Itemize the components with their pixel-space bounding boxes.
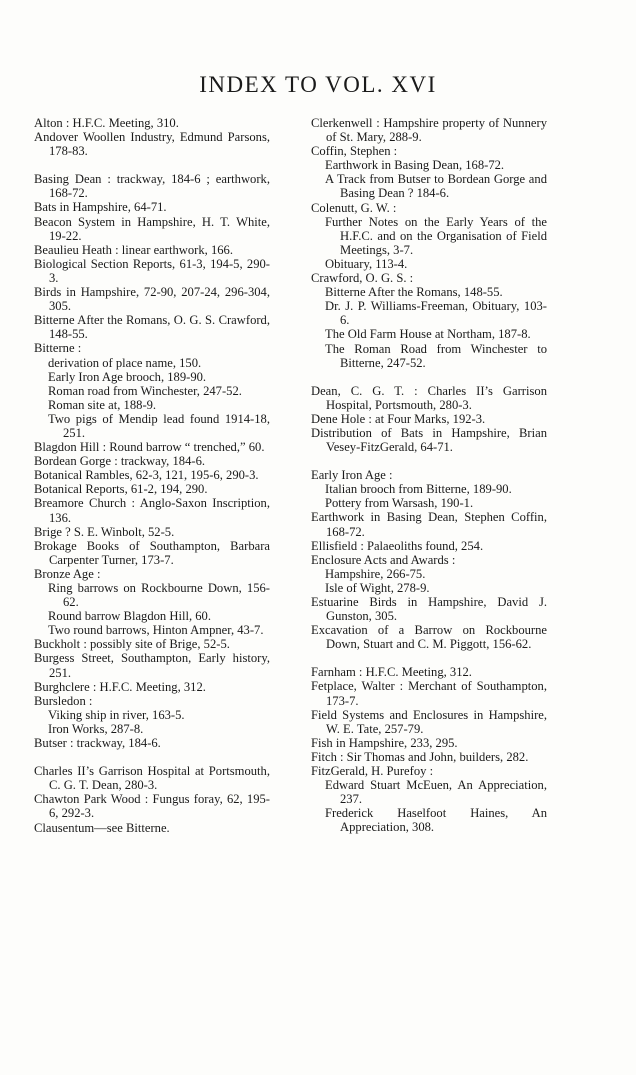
page-title: INDEX TO VOL. XVI: [199, 72, 437, 97]
index-sub-entry: The Roman Road from Winchester to Bitterne, 247-52.: [325, 341, 547, 370]
index-heading-entry: Bats in Hampshire, 64-71.: [34, 200, 167, 215]
index-heading-entry: Botanical Rambles, 62-3, 121, 195-6, 290-3.: [34, 468, 259, 483]
index-heading-entry: Burghclere : H.F.C. Meeting, 312.: [34, 679, 206, 694]
index-entry: [311, 426, 547, 454]
index-entry: [311, 285, 547, 299]
index-sub-entry: Earthwork in Basing Dean, 168-72.: [325, 158, 505, 173]
index-heading-entry: Biological Section Reports, 61-3, 194-5, 290-3.: [34, 256, 270, 285]
index-heading-entry: Excavation of a Barrow on Rockbourne Down, Stuart and C. M. Piggott, 156-62.: [311, 623, 547, 652]
index-entry: [311, 412, 547, 426]
index-entry: [34, 736, 270, 750]
index-heading-entry: Brige ? S. E. Winbolt, 52-5.: [34, 524, 175, 539]
index-entry: [34, 539, 270, 567]
index-sub-entry: Obituary, 113-4.: [325, 256, 408, 271]
index-heading-entry: Ellisfield : Palaeoliths found, 254.: [311, 538, 484, 553]
index-sub-entry: Hampshire, 266-75.: [325, 566, 426, 581]
index-sub-entry: derivation of place name, 150.: [48, 355, 202, 370]
index-entry: [34, 468, 270, 482]
index-entry: [34, 581, 270, 609]
index-entry: [34, 482, 270, 496]
index-column-left: [34, 116, 270, 835]
index-heading-entry: Chawton Park Wood : Fungus foray, 62, 195-6, 292-3.: [34, 792, 270, 821]
index-entry: [311, 778, 547, 806]
index-sub-entry: Iron Works, 287-8.: [48, 721, 144, 736]
index-entry: [311, 736, 547, 750]
index-entry: [311, 468, 547, 482]
index-sub-entry: Roman site at, 188-9.: [48, 397, 157, 412]
index-entry: [34, 792, 270, 820]
index-heading-entry: Basing Dean : trackway, 184-6 ; earthwork, 168-72.: [34, 172, 270, 201]
index-entry: [311, 327, 547, 341]
index-heading-entry: Clerkenwell : Hampshire property of Nunnery of St. Mary, 288-9.: [311, 116, 547, 145]
index-heading-entry: Breamore Church : Anglo-Saxon Inscription, 136.: [34, 496, 270, 525]
index-heading-entry: Bronze Age :: [34, 566, 101, 581]
letter-section-gap: [311, 454, 547, 468]
index-entry: [311, 257, 547, 271]
index-heading-entry: FitzGerald, H. Purefoy :: [311, 764, 434, 779]
index-heading-entry: Buckholt : possibly site of Brige, 52-5.: [34, 637, 230, 652]
index-entry: [311, 384, 547, 412]
index-entry: [34, 496, 270, 524]
index-entry: [34, 525, 270, 539]
index-entry: [311, 496, 547, 510]
index-entry: [311, 764, 547, 778]
index-heading-entry: Charles II’s Garrison Hospital at Portsmouth, C. G. T. Dean, 280-3.: [34, 764, 270, 793]
index-heading-entry: Birds in Hampshire, 72-90, 207-24, 296-304, 305.: [34, 285, 270, 314]
index-heading-entry: Enclosure Acts and Awards :: [311, 552, 456, 567]
index-entry: [311, 342, 547, 370]
index-sub-entry: Two round barrows, Hinton Ampner, 43-7.: [48, 623, 264, 638]
index-heading-entry: Bursledon :: [34, 693, 93, 708]
index-entry: [34, 172, 270, 200]
index-entry: [311, 679, 547, 707]
index-entry: [34, 384, 270, 398]
index-entry: [34, 398, 270, 412]
index-entry: [34, 341, 270, 355]
index-sub-entry: Frederick Haselfoot Haines, An Appreciation, 308.: [325, 806, 547, 835]
index-heading-entry: Bordean Gorge : trackway, 184-6.: [34, 454, 206, 469]
index-entry: [34, 567, 270, 581]
index-entry: [34, 651, 270, 679]
index-entry: [34, 313, 270, 341]
index-sub-entry: Viking ship in river, 163-5.: [48, 707, 185, 722]
index-sub-entry: Isle of Wight, 278-9.: [325, 580, 430, 595]
index-heading-entry: Botanical Reports, 61-2, 194, 290.: [34, 482, 208, 497]
index-heading-entry: Distribution of Bats in Hampshire, Brian Vesey-FitzGerald, 64-71.: [311, 425, 547, 455]
index-entry: [34, 694, 270, 708]
letter-section-gap: [311, 370, 547, 384]
index-entry: [34, 285, 270, 313]
index-heading-entry: Clausentum—see Bitterne.: [34, 820, 170, 835]
index-sub-entry: Pottery from Warsash, 190-1.: [325, 496, 474, 511]
index-heading-entry: Andover Woollen Industry, Edmund Parsons, 178-83.: [34, 130, 270, 159]
index-heading-entry: Coffin, Stephen :: [311, 144, 398, 159]
index-entry: [311, 553, 547, 567]
index-entry: [34, 680, 270, 694]
index-entry: [311, 806, 547, 834]
index-entry: [311, 215, 547, 257]
index-heading-entry: Fetplace, Walter : Merchant of Southampton, 173-7.: [311, 679, 547, 708]
index-entry: [311, 144, 547, 158]
index-entry: [34, 116, 270, 130]
index-entry: [311, 595, 547, 623]
index-heading-entry: Dean, C. G. T. : Charles II’s Garrison Hospital, Portsmouth, 280-3.: [311, 383, 547, 412]
index-heading-entry: Beaulieu Heath : linear earthwork, 166.: [34, 242, 233, 257]
index-entry: [34, 257, 270, 285]
index-entry: [34, 215, 270, 243]
index-sub-entry: Two pigs of Mendip lead found 1914-18, 251.: [48, 411, 270, 440]
index-entry: [311, 172, 547, 200]
index-heading-entry: Alton : H.F.C. Meeting, 310.: [34, 116, 179, 130]
index-heading-entry: Brokage Books of Southampton, Barbara Carpenter Turner, 173-7.: [34, 538, 270, 567]
index-heading-entry: Crawford, O. G. S. :: [311, 271, 414, 286]
index-entry: [34, 356, 270, 370]
index-sub-entry: Bitterne After the Romans, 148-55.: [325, 285, 503, 300]
index-heading-entry: Farnham : H.F.C. Meeting, 312.: [311, 665, 472, 680]
index-entry: [311, 623, 547, 651]
index-entry: [34, 637, 270, 651]
index-heading-entry: Early Iron Age :: [311, 468, 393, 483]
index-entry: [311, 201, 547, 215]
index-entry: [34, 370, 270, 384]
index-heading-entry: Dene Hole : at Four Marks, 192-3.: [311, 411, 486, 426]
index-sub-entry: Dr. J. P. Williams-Freeman, Obituary, 103-6.: [325, 299, 547, 328]
index-heading-entry: Fitch : Sir Thomas and John, builders, 282.: [311, 749, 529, 764]
index-heading-entry: Estuarine Birds in Hampshire, David J. Gunston, 305.: [311, 595, 547, 624]
index-sub-entry: Early Iron Age brooch, 189-90.: [48, 369, 207, 384]
index-entry: [311, 299, 547, 327]
index-entry: [34, 440, 270, 454]
index-sub-entry: Round barrow Blagdon Hill, 60.: [48, 609, 212, 624]
index-entry: [34, 708, 270, 722]
index-sub-entry: Ring barrows on Rockbourne Down, 156-62.: [48, 581, 270, 610]
index-entry: [34, 243, 270, 257]
index-sub-entry: Edward Stuart McEuen, An Appreciation, 237.: [325, 778, 547, 807]
index-sub-entry: Roman road from Winchester, 247-52.: [48, 383, 242, 398]
index-heading-entry: Field Systems and Enclosures in Hampshire, W. E. Tate, 257-79.: [311, 707, 547, 736]
index-entry: [311, 116, 547, 144]
index-entry: [311, 158, 547, 172]
index-column-right: [311, 116, 547, 835]
index-entry: [311, 708, 547, 736]
index-entry: [34, 130, 270, 158]
index-entry: [311, 510, 547, 538]
index-heading-entry: Butser : trackway, 184-6.: [34, 736, 161, 751]
index-entry: [311, 271, 547, 285]
index-entry: [311, 482, 547, 496]
index-entry: [34, 609, 270, 623]
index-entry: [311, 567, 547, 581]
index-sub-entry: Further Notes on the Early Years of the H.F.C. and on the Organisation of Field Meetings, 3-7.: [325, 214, 547, 257]
index-heading-entry: Blagdon Hill : Round barrow “ trenched,” 60.: [34, 440, 265, 455]
index-entry: [311, 750, 547, 764]
index-heading-entry: Bitterne :: [34, 341, 82, 356]
index-sub-entry: The Old Farm House at Northam, 187-8.: [325, 327, 531, 342]
index-entry: [34, 821, 270, 835]
index-entry: [34, 412, 270, 440]
index-entry: [311, 581, 547, 595]
letter-section-gap: [34, 158, 270, 172]
index-entry: [34, 623, 270, 637]
index-heading-entry: Beacon System in Hampshire, H. T. White, 19-22.: [34, 214, 270, 243]
index-sub-entry: A Track from Butser to Bordean Gorge and Basing Dean ? 184-6.: [325, 172, 547, 201]
index-sub-entry: Italian brooch from Bitterne, 189-90.: [325, 482, 512, 497]
index-heading-entry: Burgess Street, Southampton, Early history, 251.: [34, 651, 270, 680]
index-heading-entry: Colenutt, G. W. :: [311, 200, 397, 215]
index-entry: [34, 200, 270, 214]
index-heading-entry: Fish in Hampshire, 233, 295.: [311, 735, 458, 750]
index-heading-entry: Earthwork in Basing Dean, Stephen Coffin, 168-72.: [311, 510, 547, 539]
index-entry: [311, 539, 547, 553]
index-entry: [311, 665, 547, 679]
index-entry: [34, 722, 270, 736]
letter-section-gap: [34, 750, 270, 764]
index-entry: [34, 454, 270, 468]
letter-section-gap: [311, 651, 547, 665]
index-heading-entry: Bitterne After the Romans, O. G. S. Crawford, 148-55.: [34, 313, 270, 342]
index-entry: [34, 764, 270, 792]
